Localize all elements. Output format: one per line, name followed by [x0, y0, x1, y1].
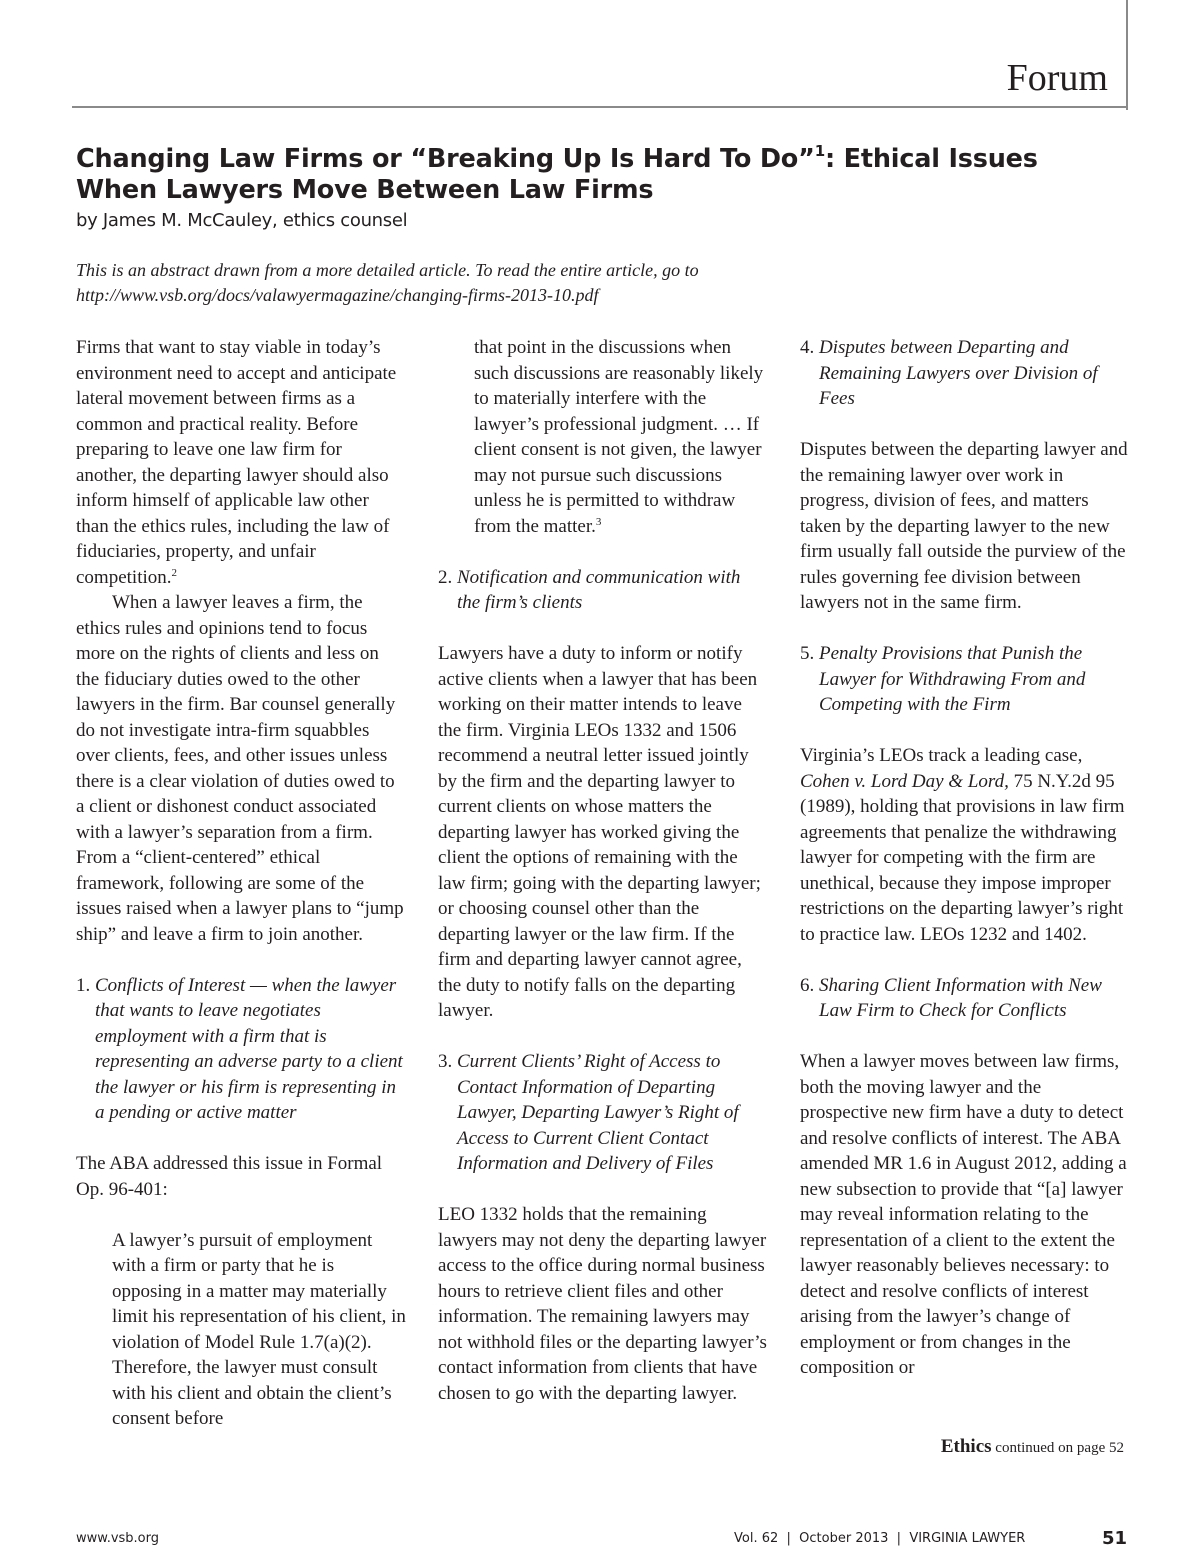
footnote-ref: 2 — [171, 566, 178, 579]
article-title-main: Changing Law Firms or “Breaking Up Is Hard To Do” — [76, 144, 815, 174]
case-citation: Cohen v. Lord Day & Lord, — [800, 770, 1009, 792]
block-quote-continued: that point in the discussions when such discussions are reasonably likely to materially interfere with the lawyer’s professional judgment. … If client consent is not given, the lawyer may not pursue such discussions unless he is permitted to withdraw from the matter.$^3$ — [474, 337, 764, 537]
section-heading-4: 4. Disputes between Departing and Remaining Lawyers over Division of Fees — [800, 337, 1098, 409]
abstract-link[interactable]: http://www.vsb.org/docs/valawyermagazine/changing-firms-2013-10.pdf — [76, 285, 599, 305]
column-3 — [800, 335, 1130, 1381]
body-paragraph: When a lawyer moves between law firms, both the moving lawyer and the prospective new firm have a duty to detect and resolve conflicts of interest. The ABA amended MR 1.6 in August 2012, adding a new subsection to provide that “[a] lawyer may reveal information relating to the representation of a client to the extent the lawyer reasonably believes necessary: to detect and resolve conflicts of interest arising from the lawyer’s change of employment or from changes in the composition or — [800, 1051, 1127, 1378]
body-paragraph: The ABA addressed this issue in Formal Op. 96-401: — [76, 1153, 383, 1200]
column-1 — [76, 335, 406, 1432]
body-paragraph: Firms that want to stay viable in today’s environment need to accept and anticipate lateral movement between firms as a common and practical reality. Before preparing to leave one law firm for another, the departing lawyer should also inform himself of applicable law other than the ethics rules, including the law of fiduciaries, property, and unfair competition.$^2$ — [76, 337, 397, 588]
page-number: 51 — [1102, 1528, 1128, 1549]
byline: by James M. McCauley, ethics counsel — [76, 210, 408, 231]
section-rule-vertical — [1126, 0, 1128, 110]
section-rule-horizontal — [72, 106, 1128, 108]
footnote-ref: 3 — [595, 515, 602, 528]
continued-text: continued on page 52 — [995, 1440, 1124, 1456]
section-label: Forum — [1006, 57, 1108, 99]
section-heading-3: 3. Current Clients’ Right of Access to Contact Information of Departing Lawyer, Departing Lawyer’s Right of Access to Current Client Contact Information and Delivery of Files — [438, 1051, 739, 1174]
body-paragraph: Disputes between the departing lawyer and the remaining lawyer over work in progress, division of fees, and matters taken by the departing lawyer to the new firm usually fall outside the purview of the rules governing fee division between lawyers not in the same firm. — [800, 439, 1128, 613]
continued-note — [941, 1436, 1124, 1458]
block-quote: A lawyer’s pursuit of employment with a firm or party that he is opposing in a matter may materially limit his representation of his client, in violation of Model Rule 1.7(a)(2). Therefore, the lawyer must consult with his client and obtain the client’s consent before — [112, 1229, 406, 1429]
abstract-note — [76, 258, 836, 308]
section-heading-5: 5. Penalty Provisions that Punish the Lawyer for Withdrawing From and Competing with the Firm — [800, 643, 1086, 715]
title-footnote: 1 — [814, 142, 825, 160]
section-heading-6: 6. Sharing Client Information with New Law Firm to Check for Conflicts — [800, 974, 1102, 1021]
abstract-text: This is an abstract drawn from a more detailed article. To read the entire article, go to — [76, 260, 699, 280]
body-paragraph: Virginia’s LEOs track a leading case, Cohen v. Lord Day & Lord, 75 N.Y.2d 95 (1989), holding that provisions in law firm agreements that penalize the withdrawing lawyer for competing with the firm are unethical, because they impose improper restrictions on the departing lawyer’s right to practice law. LEOs 1232 and 1402. — [800, 745, 1125, 945]
article-title-rest: : Ethical Issues When Lawyers Move Between Law Firms — [76, 144, 1038, 205]
continued-keyword: Ethics — [940, 1436, 992, 1457]
footer-url[interactable]: www.vsb.org — [76, 1531, 160, 1546]
body-paragraph: LEO 1332 holds that the remaining lawyers may not deny the departing lawyer access to the office during normal business hours to retrieve client files and other information. The remaining lawyers may not withhold files or the departing lawyer’s contact information from clients that have chosen to go with the departing lawyer. — [438, 1204, 767, 1404]
body-paragraph: Lawyers have a duty to inform or notify active clients when a lawyer that has been working on their matter intends to leave the firm. Virginia LEOs 1332 and 1506 recommend a neutral letter issued jointly by the firm and the departing lawyer to current clients on whose matters the departing lawyer has worked giving the client the options of remaining with the law firm; going with the departing lawyer; or choosing counsel other than the departing lawyer or the law firm. If the firm and departing lawyer cannot agree, the duty to notify falls on the departing lawyer. — [438, 643, 761, 1021]
section-heading-1: 1. Conflicts of Interest — when the lawyer that wants to leave negotiates employment with a firm that is representing an adverse party to a client the lawyer or his firm is representing in a pending or active matter — [76, 974, 403, 1123]
footer-issue: Vol. 62 | October 2013 | VIRGINIA LAWYER — [734, 1531, 1026, 1546]
section-heading-2: 2. Notification and communication with the firm’s clients — [438, 566, 741, 613]
column-2 — [438, 335, 768, 1406]
body-paragraph: When a lawyer leaves a firm, the ethics rules and opinions tend to focus more on the rights of clients and less on the fiduciary duties owed to the other lawyers in the firm. Bar counsel generally do not investigate intra-firm squabbles over clients, fees, and other issues unless there is a clear violation of duties owed to a client or dishonest conduct associated with a lawyer’s separation from a firm. From a “client-centered” ethical framework, following are some of the issues raised when a lawyer plans to “jump ship” and leave a firm to join another. — [76, 592, 404, 945]
article-title — [76, 144, 1086, 206]
